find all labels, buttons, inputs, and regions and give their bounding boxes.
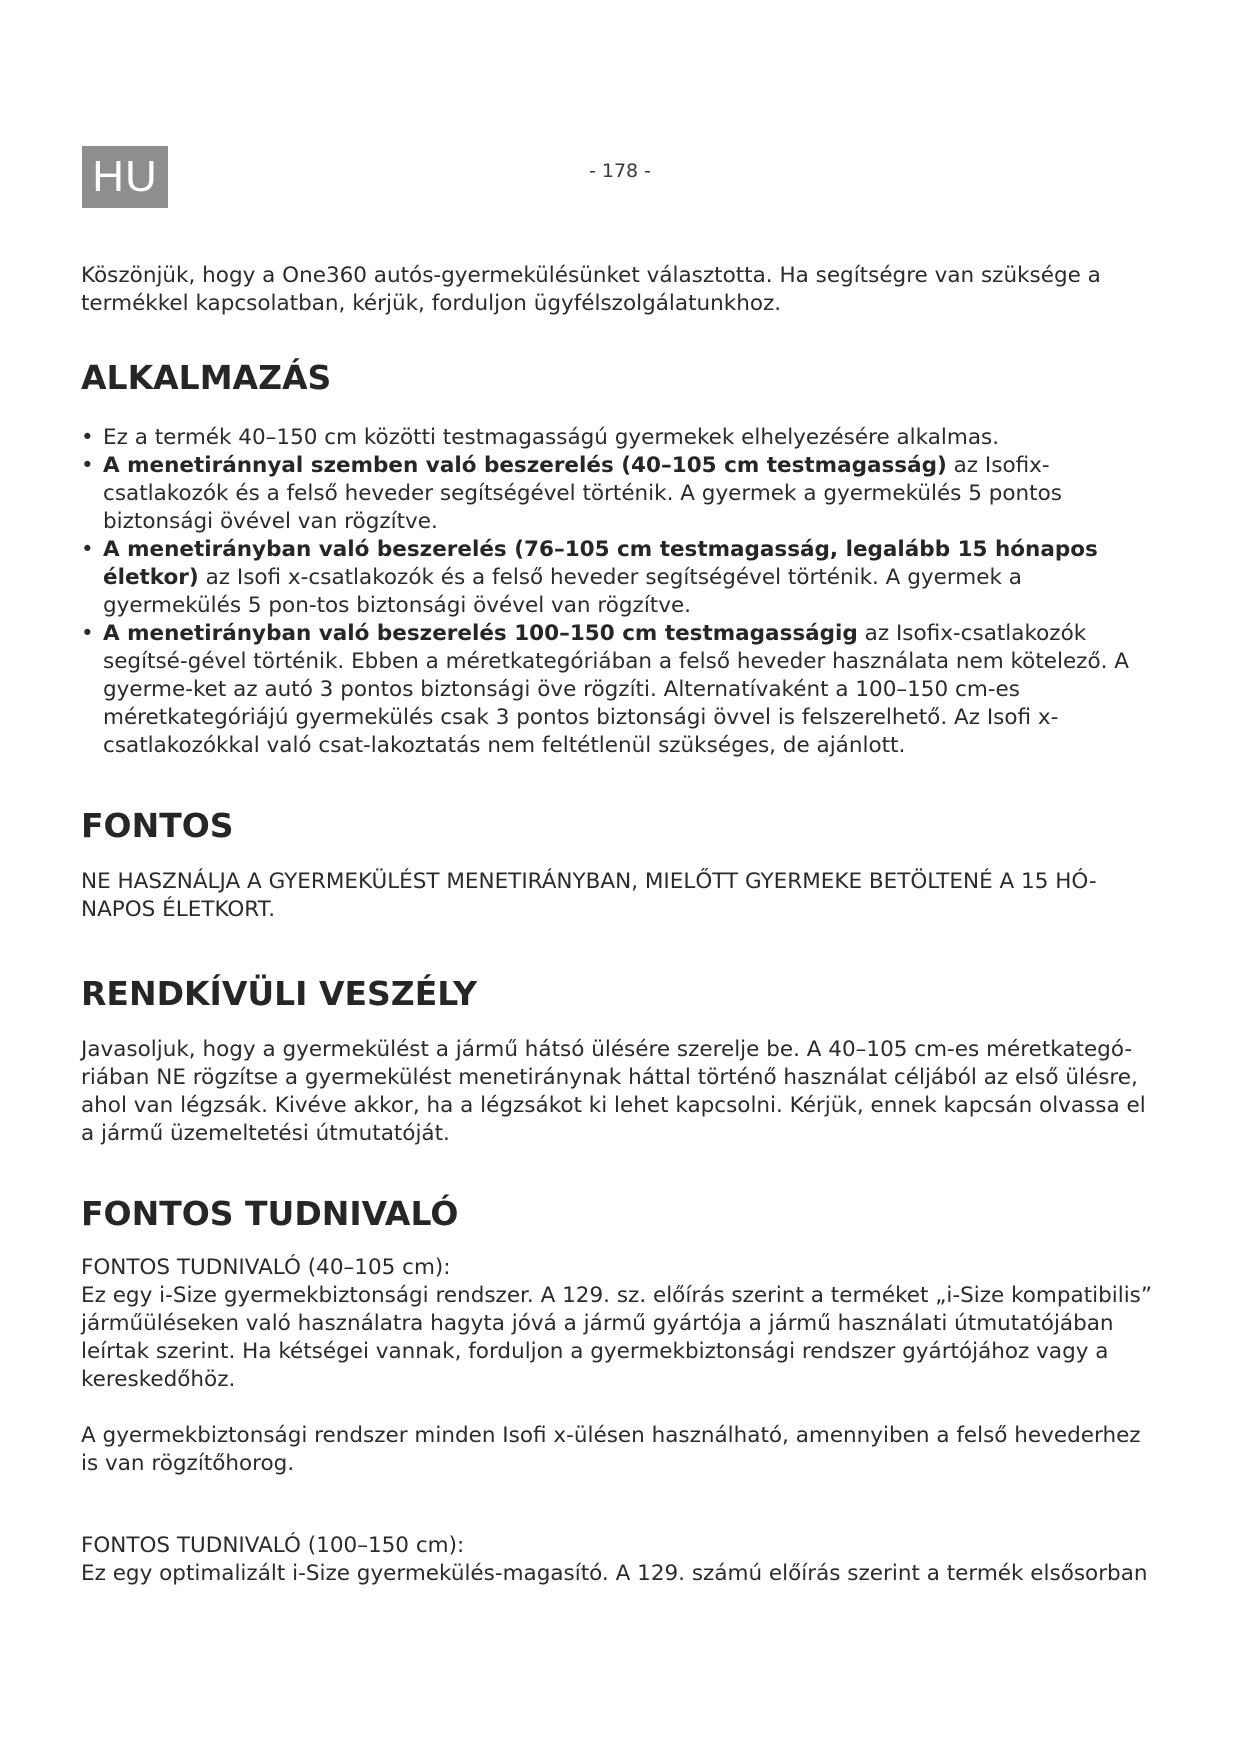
- section-title-alkalmazas: ALKALMAZÁS: [81, 358, 332, 397]
- list-item-bold: A menetirányban való beszerelés (76–105 cm testmagasság, legalább 15 hónapos életkor): [103, 537, 1098, 590]
- language-badge: HU: [82, 146, 168, 208]
- tudnivalo-subtitle-2: FONTOS TUDNIVALÓ (100–150 cm):: [81, 1533, 465, 1558]
- bullet-icon: •: [81, 425, 94, 450]
- tudnivalo-paragraph-2: A gyermekbiztonsági rendszer minden Isofi x-ülésen használható, amennyiben a felső hevederhez is van rögzítőhorog.: [81, 1423, 1141, 1476]
- list-item: [81, 620, 1161, 760]
- alkalmazas-list: [81, 424, 1161, 760]
- section-title-fontos: FONTOS: [81, 806, 234, 845]
- veszely-paragraph: Javasoljuk, hogy a gyermekülést a jármű hátsó ülésére szerelje be. A 40–105 cm-es méretkategó-riában NE rögzítse a gyermekülést menetiránynak háttal történő használat céljából az első ülésre, ahol van légzsák. Kivéve akkor, ha a légzsákot ki lehet kapcsolni. Kérjük, ennek kapcsán olvassa el a jármű üzemeltetési útmutatóját.: [81, 1037, 1146, 1146]
- bullet-icon: •: [81, 621, 94, 646]
- tudnivalo-paragraph-1: Ez egy i-Size gyermekbiztonsági rendszer. A 129. sz. előírás szerint a terméket „i-Size kompatibilis” járműüléseken való használatra hagyta jóvá a jármű gyártója a jármű használati útmutatójában leírtak szerint. Ha kétségei vannak, forduljon a gyermekbiztonsági rendszer gyártójához vagy a kereskedőhöz.: [81, 1283, 1153, 1392]
- bullet-icon: •: [81, 453, 94, 478]
- tudnivalo-subtitle-1: FONTOS TUDNIVALÓ (40–105 cm):: [81, 1255, 451, 1280]
- list-item: [81, 452, 1161, 536]
- list-item-text: az Isofix-csatlakozók és a felső heveder segítségével történik. A gyermek a gyermekülés 5 pontos biztonsági övével van rögzítve.: [103, 453, 1062, 534]
- page-number: - 178 -: [588, 160, 652, 182]
- list-item-text: Ez a termék 40–150 cm közötti testmagasságú gyermekek elhelyezésére alkalmas.: [103, 425, 1000, 450]
- list-item: [81, 424, 1161, 452]
- list-item-bold: A menetirányban való beszerelés 100–150 cm testmagasságig: [103, 621, 858, 646]
- list-item-bold: A menetiránnyal szemben való beszerelés (40–105 cm testmagasság): [103, 453, 947, 478]
- section-title-tudnivalo: FONTOS TUDNIVALÓ: [81, 1194, 459, 1233]
- list-item-text: az Isofi x-csatlakozók és a felső heveder segítségével történik. A gyermek a gyermekülés 5 pon-tos biztonsági övével van rögzítve.: [103, 565, 1022, 618]
- list-item-text: az Isofix-csatlakozók segítsé-gével történik. Ebben a méretkategóriában a felső heveder használata nem kötelező. A gyerme-ket az autó 3 pontos biztonsági öve rögzíti. Alternatívaként a 100–150 cm-es méretkategóriájú gyermekülés csak 3 pontos biztonsági övvel is felszerelhető. Az Isofi x-csatlakozókkal való csat-lakoztatás nem feltétlenül szükséges, de ajánlott.: [103, 621, 1129, 758]
- section-title-veszely: RENDKÍVÜLI VESZÉLY: [81, 974, 478, 1013]
- tudnivalo-paragraph-3: Ez egy optimalizált i-Size gyermekülés-magasító. A 129. számú előírás szerint a termék elsősorban: [81, 1561, 1148, 1586]
- fontos-paragraph: NE HASZNÁLJA A GYERMEKÜLÉST MENETIRÁNYBAN, MIELŐTT GYERMEKE BETÖLTENÉ A 15 HÓ-NAPOS ÉLETKORT.: [81, 869, 1097, 922]
- document-body: [81, 262, 1161, 1588]
- list-item: [81, 536, 1161, 620]
- intro-paragraph: Köszönjük, hogy a One360 autós-gyermekülésünket választotta. Ha segítségre van szüksége a termékkel kapcsolatban, kérjük, forduljon ügyfélszolgálatunkhoz.: [81, 263, 1101, 316]
- bullet-icon: •: [81, 537, 94, 562]
